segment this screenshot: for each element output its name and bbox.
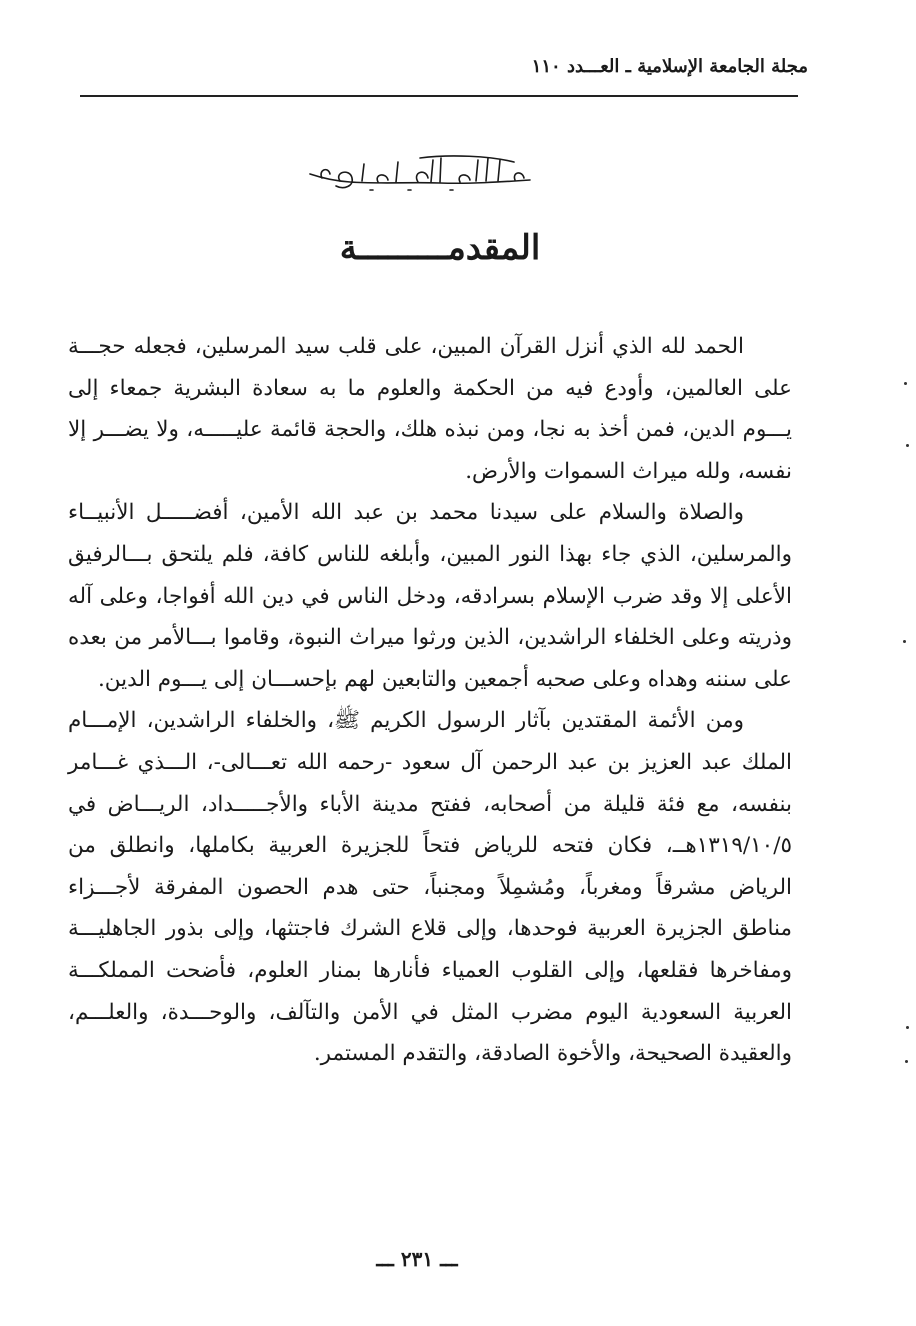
- paragraph-1: الحمد لله الذي أنزل القرآن المبين، على قلب سيد المرسلين، فجعله حجـــة على العالمين، وأودع فيه من الحكمة والعلوم ما به سعادة البشرية جمعاء إلى يـــوم الدين، فمن أخذ به نجا، ومن نبذه هلك، والحجة قائمة عليـــــه، ولا يضـــر إلا نفسه، ولله ميراث السموات والأرض.: [68, 334, 792, 484]
- page-number: ـــ ٢٣١ ـــ: [376, 1247, 458, 1271]
- section-title: المقدمـــــــــة: [339, 228, 541, 268]
- scan-speck: [906, 444, 909, 447]
- scan-speck: [906, 1026, 909, 1029]
- scan-speck: [904, 382, 907, 385]
- paragraph-2: والصلاة والسلام على سيدنا محمد بن عبد الله الأمين، أفضـــــل الأنبيــاء والمرسلين، الذي جاء بهذا النور المبين، وأبلغه للناس كافة، فلم يلتحق بـــالرفيق الأعلى إلا وقد ضرب الإسلام بسرادقه، ودخل الناس في دين الله أفواجا، وعلى آله وذريته وعلى الخلفاء الراشدين، الذين ورثوا ميراث النبوة، وقاموا بـــالأمر من بعده على سننه وهداه وعلى صحبه أجمعين والتابعين لهم بإحســـان إلى يـــوم الدين.: [68, 500, 792, 692]
- basmala-calligraphy-graphic: [300, 148, 540, 198]
- header-rule: [80, 95, 798, 97]
- paragraph-3: ومن الأئمة المقتدين بآثار الرسول الكريم ﷺ، والخلفاء الراشدين، الإمـــام الملك عبد العزيز بن عبد الرحمن آل سعود -رحمه الله تعـــالى-، الـــذي غـــامر بنفسه، مع فئة قليلة من أصحابه، ففتح مدينة الأباء والأجـــــداد، الريـــاض في ١٣١٩/١٠/٥هــ، فكان فتحه للرياض فتحاً للجزيرة العربية بكاملها، وانطلق من الرياض مشرقاً ومغرباً، ومُشمِلاً ومجنباً، حتى هدم الحصون المفرقة لأجـــزاء مناطق الجزيرة العربية فوحدها، وإلى قلاع الشرك فاجتثها، وإلى بذور الجاهليـــة ومفاخرها فقلعها، وإلى القلوب العمياء فأنارها بمنار العلوم، فأضحت المملكـــة العربية السعودية اليوم مضرب المثل في الأمن والتآلف، والوحـــدة، والعلـــم، والعقيدة الصحيحة، والأخوة الصادقة، والتقدم المستمر.: [68, 708, 792, 1067]
- basmala-calligraphy: [300, 148, 540, 198]
- scan-speck: [905, 1060, 908, 1063]
- body-text: [68, 326, 792, 1075]
- running-header: مجلة الجامعة الإسلامية ـ العـــدد ١١٠: [531, 56, 808, 77]
- scan-speck: [903, 640, 906, 643]
